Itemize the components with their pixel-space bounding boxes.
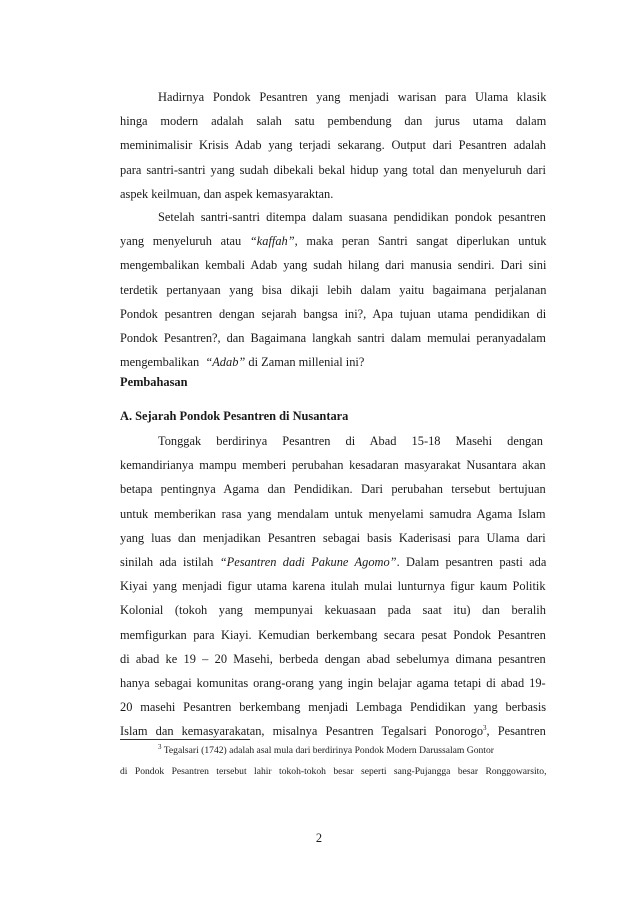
text-line: para santri-santri yang sudah dibekali bekal hidup yang total dan menyeluruh dari [120, 162, 546, 177]
text-line: mengembalikan “Adab” di Zaman millenial ini? [120, 355, 365, 370]
footnote-block [120, 740, 546, 782]
text-line: hanya sebagai komunitas orang-orang yang ingin belajar agama tetapi di abad 19- [120, 675, 546, 690]
footnote-line: $^3$ Tegalsari (1742) adalah asal mula dari berdirinya Pondok Modern Darussalam Gontor [158, 742, 494, 756]
section-heading: Pembahasan [120, 375, 188, 389]
text-line: yang menyeluruh atau “kaffah”, maka peran Santri sangat diperlukan untuk [120, 234, 547, 249]
text-line: hinga modern adalah salah satu pembendung dan jurus utama dalam [120, 114, 547, 129]
text-line: yang luas dan menjadikan Pesantren sebagai basis Kaderisasi para Ulama dari [120, 530, 546, 545]
footnote-reference[interactable]: 3 [483, 724, 487, 733]
paragraph-intro [120, 85, 546, 206]
text-line: di abad ke 19 – 20 Masehi, berbeda dengan abad sebelumya dimana pesantren [120, 651, 546, 666]
text-line: Tonggak berdirinya Pesantren di Abad 15-18 Masehi dengan [158, 434, 543, 448]
italic-term: “kaffah” [249, 234, 295, 249]
text-line: Setelah santri-santri ditempa dalam suasana pendidikan pondok pesantren [158, 210, 546, 224]
text-line: untuk memberikan rasa yang mendalam untuk menyelami samudra Agama Islam [120, 506, 546, 521]
text-line: meminimalisir Krisis Adab yang terjadi sekarang. Output dari Pesantren adalah [120, 138, 546, 153]
text-line: sinilah ada istilah “Pesantren dadi Pakune Agomo”. Dalam pesantren pasti ada [120, 554, 547, 569]
text-line: betapa pentingnya Agama dan Pendidikan. Dari perubahan tersebut bertujuan [120, 482, 546, 497]
paragraph-santri [120, 205, 546, 374]
text-line: Kolonial (tokoh yang mempunyai kekuasaan pada saat itu) dan beralih [120, 603, 546, 618]
subsection-heading: A. Sejarah Pondok Pesantren di Nusantara [120, 409, 349, 423]
text-line: mengembalikan kembali Adab yang sudah hilang dari manusia sendiri. Dari sini [120, 258, 547, 273]
text-line: aspek keilmuan, dan aspek kemasyaraktan. [120, 186, 334, 201]
text-line: Pondok pesantren dengan sejarah bangsa ini?, Apa tujuan utama pendidikan di [120, 306, 547, 321]
text-line: Kiyai yang menjadi figur utama karena itulah mulai lunturnya figur kaum Politik [120, 579, 546, 594]
text-line: Pondok Pesantren?, dan Bagaimana langkah santri dalam memulai peranyadalam [120, 330, 546, 345]
paragraph-history [120, 429, 546, 743]
text-line: 20 masehi Pesantren berkembang menjadi Lembaga Pendidikan yang berbasis [120, 700, 547, 715]
subheading-block [120, 404, 546, 428]
page-number: 2 [315, 831, 323, 845]
heading-block [120, 370, 546, 394]
text-line: memfigurkan para Kiayi. Kemudian berkembang secara pesat Pondok Pesantren [120, 627, 546, 642]
footnote-marker: 3 [158, 742, 162, 751]
italic-term: “Adab” [205, 355, 246, 370]
text-line: terdetik pertanyaan yang bisa dikaji lebih dalam yaitu bagaimana perjalanan [120, 282, 547, 297]
text-line: Islam dan kemasyarakatan, misalnya Pesantren Tegalsari Ponorogo$^3$, Pesantren [120, 724, 546, 739]
text-line: Hadirnya Pondok Pesantren yang menjadi warisan para Ulama klasik [158, 90, 547, 104]
footnote-line: di Pondok Pesantren tersebut lahir tokoh-tokoh besar seperti sang-Pujangga besar Ronggowarsito, [120, 766, 547, 777]
text-line: kemandirianya mampu memberi perubahan kesadaran masyarakat Nusantara akan [120, 458, 546, 473]
italic-term: “Pesantren dadi Pakune Agomo” [219, 554, 397, 569]
